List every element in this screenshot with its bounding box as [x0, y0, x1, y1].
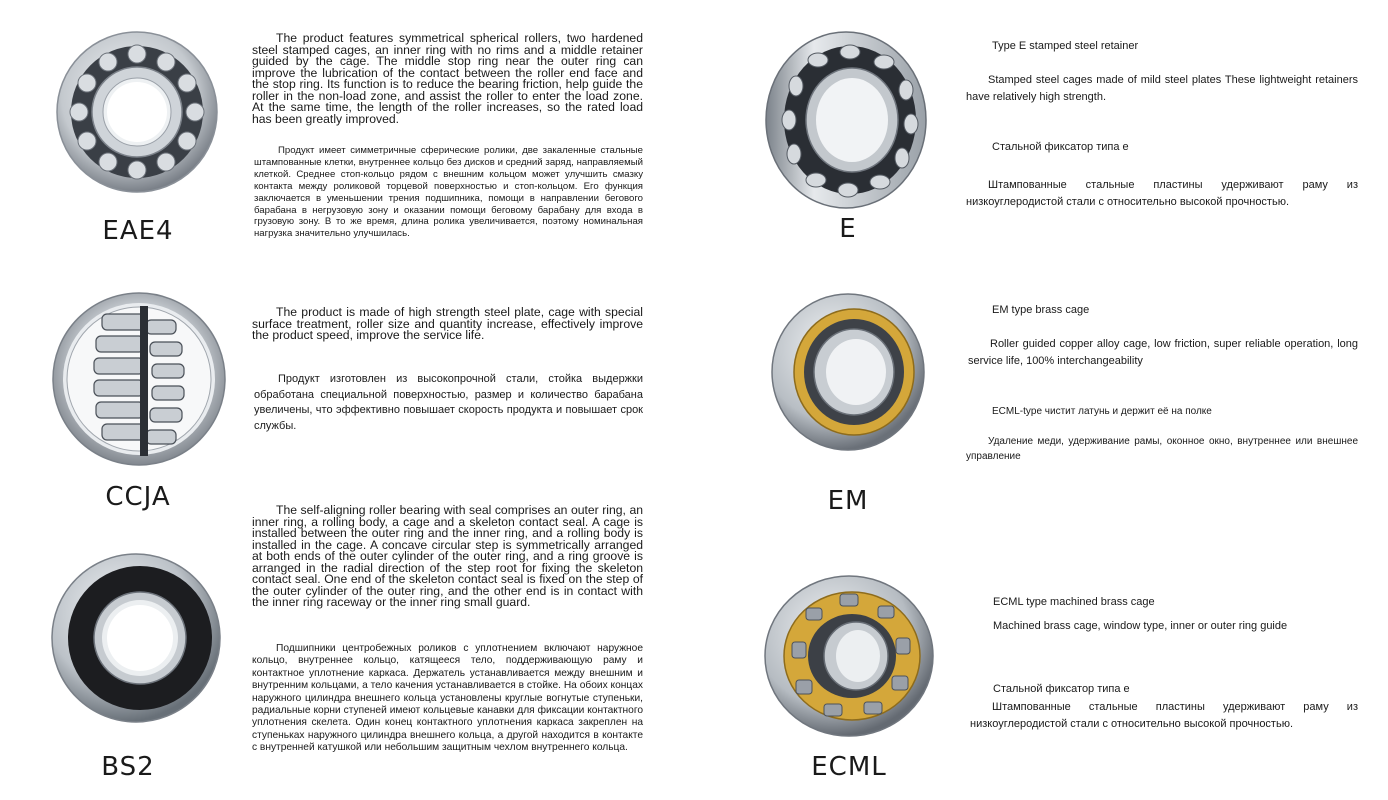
eae4-bearing-image	[48, 28, 226, 194]
ecml-bearing-image	[760, 572, 938, 740]
em-model-code: EM	[827, 486, 869, 516]
em-bearing-image	[770, 290, 930, 454]
ecml-model-code: ECML	[811, 752, 887, 782]
ccja-model-code: CCJA	[105, 482, 171, 512]
em-title-en: EM type brass cage	[992, 304, 1090, 316]
ccja-description-en: The product is made of high strength steel plate, cage with special surface treatment, roller size and quantity increase, effectively improve the product speed, improve the service life.	[252, 305, 643, 342]
eae4-description-en: The product features symmetrical spherical rollers, two hardened steel stamped cages, an inner ring with no rims and a middle retainer guided by the cage. The middle stop ring near the outer ring can improve the lubrication of the contact between the roller end face and the stop ring. Its function is to reduce the bearing friction, help guide the roller in the non-load zone, and assist the roller to enter the load zone. At the same time, the length of the roller increases, so the rated load has been greatly improved.	[252, 31, 643, 126]
e-model-code: E	[839, 214, 857, 244]
ccja-bearing-image	[46, 284, 232, 474]
eae4-model-code: EAE4	[102, 216, 174, 246]
bs2-bearing-image	[48, 550, 224, 726]
e-body-en: Stamped steel cages made of mild steel plates These lightweight retainers have relatively high strength.	[966, 74, 1358, 103]
eae4-description-ru: Продукт имеет симметричные сферические ролики, две закаленные стальные штампованные клетки, внутреннее кольцо без дисков и средний зaряд, направляемый клеткой. Среднее стоп-кольцо рядом с внешним кольцом может улучшить смазку контакта между роликовой торцевой поверхностью и стоп-кольцом. Его функция заключается в уменьшении трения подшипника, помощи в направлении бегового барабана в негрузовую зону и оказании помощи беговому барабану для входа в грузовую зону. В то же время, длина ролика увеличивается, поэтому номинальная нагрузка значительно улучшилась.	[254, 145, 643, 240]
bs2-model-code: BS2	[101, 752, 155, 782]
em-body-en: Roller guided copper alloy cage, low friction, super reliable operation, long service life, 100% interchangeability	[968, 338, 1358, 367]
ecml-body-en: Machined brass cage, window type, inner or outer ring guide	[993, 620, 1288, 632]
ccja-description-ru: Продукт изготовлен из высокопрочной стали, стойка выдержки обработана специальной поверхностью, размер и количество барабана увеличены, что эффективно повышает скорость продукта и повышает срок службы.	[254, 373, 643, 432]
ecml-title-en: ECML type machined brass cage	[993, 596, 1155, 608]
em-title-ru: ECML-type чистит латунь и держит её на полке	[992, 406, 1212, 417]
e-title-en: Type E stamped steel retainer	[992, 40, 1139, 52]
bs2-description-ru: Подшипники центробежных роликов с уплотнением включают наружное кольцо, внутреннее кольцо, катящееся тело, поддерживающую раму и контактное уплотнение каркаса. Держатель устанавливается между внешним и внутренним кольцами, а тело качения устанавливается в стойке. На обоих концах наружного цилиндра внешнего кольца установлены круглые вогнутые ступеньки, радиальные корни ступеней имеют кольцевые канавки для фиксации контактного уплотнения скелета. Один конец контактного уплотнения каркаса закреплен на ступеньках наружного цилиндра внешнего кольца, а другой находится в контакте с внутренней катушкой или небольшим защитным чехлом внутреннего кольца.	[252, 643, 643, 754]
ecml-title-ru: Стальной фиксатор типа е	[993, 683, 1130, 695]
em-body-ru: Удаление меди, удерживание рамы, оконное окно, внутреннее или внешнее управление	[966, 436, 1358, 462]
e-body-ru: Штампованные стальные пластины удерживают раму из низкоуглеродистой стали с относительно высокой прочностью.	[966, 179, 1358, 208]
e-title-ru: Стальной фиксатор типа е	[992, 141, 1129, 153]
e-bearing-image	[764, 30, 928, 210]
ecml-body-ru: Штампованные стальные пластины удерживают раму из низкоуглеродистой стали с относительно высокой прочностью.	[970, 701, 1358, 730]
bs2-description-en: The self-aligning roller bearing with seal comprises an outer ring, an inner ring, a rolling body, a cage and a skeleton contact seal. A cage is installed between the outer ring and the inner ring, and a rolling body is installed in the cage. A concave circular step is symmetrically arranged at both ends of the outer cylinder of the outer ring, and a ring groove is arranged in the radial direction of the step root for fixing the skeleton contact seal. One end of the skeleton contact seal is fixed on the step of the outer cylinder of the outer ring, and the other end is in contact with the inner ring raceway or the inner ring small guard.	[252, 503, 643, 609]
